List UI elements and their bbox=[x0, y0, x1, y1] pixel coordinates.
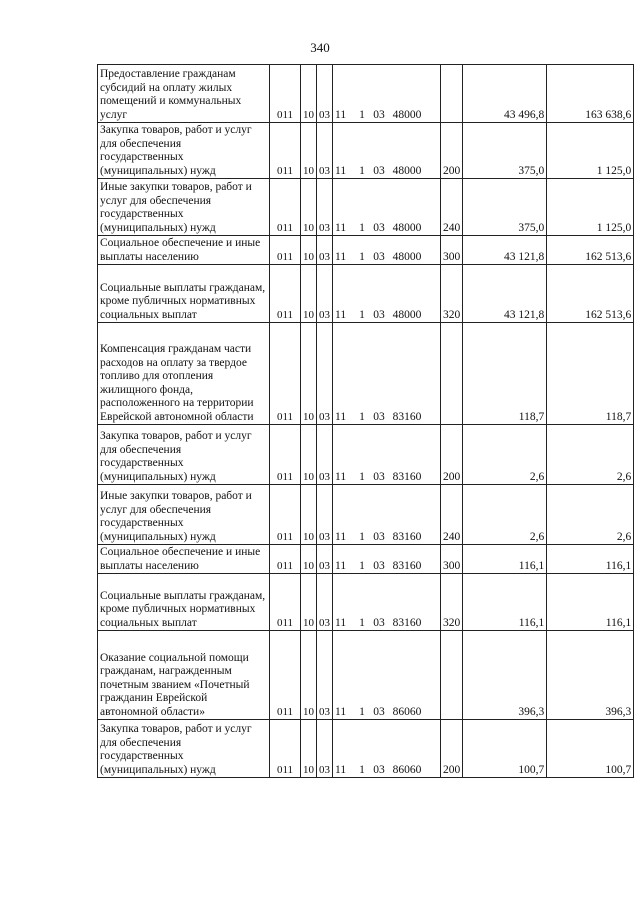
value-year-2: 1 125,0 bbox=[547, 179, 634, 236]
vr-code: 240 bbox=[441, 179, 463, 236]
csr-part: 03 bbox=[373, 530, 385, 543]
row-name: Компенсация гражданам части расходов на оплату за твердое топливо для отопления жилищного фонда, расположенного на территории Еврейской автономной области bbox=[98, 323, 270, 425]
rz-code: 10 bbox=[301, 236, 317, 265]
csr-code bbox=[333, 720, 441, 778]
csr-part: 03 bbox=[373, 108, 385, 121]
table-row bbox=[98, 236, 634, 265]
pr-code: 03 bbox=[317, 179, 333, 236]
rz-code: 10 bbox=[301, 65, 317, 123]
gr-code: 011 bbox=[270, 485, 301, 545]
value-year-2: 163 638,6 bbox=[547, 65, 634, 123]
csr-part: 03 bbox=[373, 221, 385, 234]
value-year-2: 116,1 bbox=[547, 574, 634, 631]
rz-code: 10 bbox=[301, 123, 317, 179]
value-year-1: 116,1 bbox=[463, 545, 547, 574]
table-row bbox=[98, 720, 634, 778]
csr-part: 48000 bbox=[392, 164, 422, 177]
pr-code: 03 bbox=[317, 65, 333, 123]
rz-code: 10 bbox=[301, 179, 317, 236]
table-row bbox=[98, 323, 634, 425]
csr-code bbox=[333, 631, 441, 720]
gr-code: 011 bbox=[270, 123, 301, 179]
csr-part: 03 bbox=[373, 250, 385, 263]
table-row bbox=[98, 631, 634, 720]
csr-part: 48000 bbox=[392, 221, 422, 234]
gr-code: 011 bbox=[270, 425, 301, 485]
gr-code: 011 bbox=[270, 179, 301, 236]
value-year-1: 2,6 bbox=[463, 425, 547, 485]
csr-part: 11 bbox=[335, 530, 347, 543]
gr-code: 011 bbox=[270, 574, 301, 631]
pr-code: 03 bbox=[317, 545, 333, 574]
csr-part: 11 bbox=[335, 616, 347, 629]
csr-part: 1 bbox=[359, 410, 365, 423]
csr-part: 1 bbox=[359, 221, 365, 234]
csr-code bbox=[333, 265, 441, 323]
value-year-2: 1 125,0 bbox=[547, 123, 634, 179]
value-year-1: 43 121,8 bbox=[463, 265, 547, 323]
value-year-1: 43 496,8 bbox=[463, 65, 547, 123]
vr-code: 300 bbox=[441, 236, 463, 265]
value-year-2: 116,1 bbox=[547, 545, 634, 574]
csr-part: 11 bbox=[335, 250, 347, 263]
csr-code bbox=[333, 123, 441, 179]
value-year-2: 162 513,6 bbox=[547, 265, 634, 323]
csr-part: 1 bbox=[359, 616, 365, 629]
csr-part: 1 bbox=[359, 559, 365, 572]
vr-code: 240 bbox=[441, 485, 463, 545]
pr-code: 03 bbox=[317, 425, 333, 485]
value-year-1: 100,7 bbox=[463, 720, 547, 778]
csr-part: 48000 bbox=[392, 308, 422, 321]
csr-part: 48000 bbox=[392, 250, 422, 263]
table-row bbox=[98, 574, 634, 631]
vr-code: 200 bbox=[441, 123, 463, 179]
value-year-1: 2,6 bbox=[463, 485, 547, 545]
value-year-2: 396,3 bbox=[547, 631, 634, 720]
csr-part: 03 bbox=[373, 308, 385, 321]
rz-code: 10 bbox=[301, 425, 317, 485]
csr-part: 11 bbox=[335, 410, 347, 423]
row-name: Иные закупки товаров, работ и услуг для обеспечения государственных (муниципальных) нужд bbox=[98, 485, 270, 545]
gr-code: 011 bbox=[270, 631, 301, 720]
row-name: Предоставление гражданам субсидий на оплату жилых помещений и коммунальных услуг bbox=[98, 65, 270, 123]
table-row bbox=[98, 545, 634, 574]
vr-code bbox=[441, 631, 463, 720]
table-row bbox=[98, 179, 634, 236]
csr-part: 83160 bbox=[392, 470, 422, 483]
pr-code: 03 bbox=[317, 574, 333, 631]
vr-code: 200 bbox=[441, 425, 463, 485]
csr-part: 11 bbox=[335, 559, 347, 572]
csr-part: 1 bbox=[359, 705, 365, 718]
csr-part: 03 bbox=[373, 763, 385, 776]
csr-part: 11 bbox=[335, 164, 347, 177]
csr-code bbox=[333, 236, 441, 265]
value-year-2: 162 513,6 bbox=[547, 236, 634, 265]
csr-part: 03 bbox=[373, 616, 385, 629]
csr-part: 03 bbox=[373, 705, 385, 718]
row-name: Закупка товаров, работ и услуг для обеспечения государственных (муниципальных) нужд bbox=[98, 720, 270, 778]
vr-code: 300 bbox=[441, 545, 463, 574]
row-name: Социальное обеспечение и иные выплаты населению bbox=[98, 236, 270, 265]
value-year-1: 118,7 bbox=[463, 323, 547, 425]
value-year-1: 43 121,8 bbox=[463, 236, 547, 265]
csr-code bbox=[333, 179, 441, 236]
gr-code: 011 bbox=[270, 65, 301, 123]
table-row bbox=[98, 65, 634, 123]
gr-code: 011 bbox=[270, 265, 301, 323]
value-year-2: 118,7 bbox=[547, 323, 634, 425]
gr-code: 011 bbox=[270, 720, 301, 778]
row-name: Социальные выплаты гражданам, кроме публичных нормативных социальных выплат bbox=[98, 265, 270, 323]
csr-part: 03 bbox=[373, 410, 385, 423]
pr-code: 03 bbox=[317, 265, 333, 323]
rz-code: 10 bbox=[301, 323, 317, 425]
value-year-1: 375,0 bbox=[463, 179, 547, 236]
rz-code: 10 bbox=[301, 720, 317, 778]
gr-code: 011 bbox=[270, 545, 301, 574]
pr-code: 03 bbox=[317, 485, 333, 545]
csr-code bbox=[333, 574, 441, 631]
rz-code: 10 bbox=[301, 631, 317, 720]
csr-part: 1 bbox=[359, 470, 365, 483]
csr-part: 48000 bbox=[392, 108, 422, 121]
csr-part: 11 bbox=[335, 308, 347, 321]
value-year-2: 100,7 bbox=[547, 720, 634, 778]
table-row bbox=[98, 485, 634, 545]
csr-part: 83160 bbox=[392, 616, 422, 629]
csr-part: 11 bbox=[335, 470, 347, 483]
value-year-2: 2,6 bbox=[547, 485, 634, 545]
csr-part: 1 bbox=[359, 250, 365, 263]
rz-code: 10 bbox=[301, 545, 317, 574]
csr-part: 83160 bbox=[392, 559, 422, 572]
rz-code: 10 bbox=[301, 574, 317, 631]
csr-part: 1 bbox=[359, 530, 365, 543]
csr-code bbox=[333, 485, 441, 545]
csr-part: 03 bbox=[373, 470, 385, 483]
csr-part: 11 bbox=[335, 221, 347, 234]
pr-code: 03 bbox=[317, 631, 333, 720]
csr-part: 86060 bbox=[392, 705, 422, 718]
csr-part: 11 bbox=[335, 108, 347, 121]
row-name: Оказание социальной помощи гражданам, награжденным почетным званием «Почетный гражданин Еврейской автономной области» bbox=[98, 631, 270, 720]
pr-code: 03 bbox=[317, 236, 333, 265]
row-name: Социальные выплаты гражданам, кроме публичных нормативных социальных выплат bbox=[98, 574, 270, 631]
gr-code: 011 bbox=[270, 323, 301, 425]
vr-code: 200 bbox=[441, 720, 463, 778]
row-name: Закупка товаров, работ и услуг для обеспечения государственных (муниципальных) нужд bbox=[98, 123, 270, 179]
value-year-1: 116,1 bbox=[463, 574, 547, 631]
csr-code bbox=[333, 65, 441, 123]
pr-code: 03 bbox=[317, 720, 333, 778]
pr-code: 03 bbox=[317, 323, 333, 425]
csr-part: 86060 bbox=[392, 763, 422, 776]
csr-code bbox=[333, 545, 441, 574]
csr-part: 1 bbox=[359, 308, 365, 321]
row-name: Закупка товаров, работ и услуг для обеспечения государственных (муниципальных) нужд bbox=[98, 425, 270, 485]
table-row bbox=[98, 265, 634, 323]
vr-code: 320 bbox=[441, 265, 463, 323]
csr-part: 83160 bbox=[392, 530, 422, 543]
csr-part: 11 bbox=[335, 763, 347, 776]
row-name: Социальное обеспечение и иные выплаты населению bbox=[98, 545, 270, 574]
value-year-2: 2,6 bbox=[547, 425, 634, 485]
vr-code bbox=[441, 323, 463, 425]
csr-part: 1 bbox=[359, 763, 365, 776]
csr-code bbox=[333, 425, 441, 485]
row-name: Иные закупки товаров, работ и услуг для обеспечения государственных (муниципальных) нужд bbox=[98, 179, 270, 236]
page-number: 340 bbox=[310, 40, 330, 55]
table-row bbox=[98, 123, 634, 179]
vr-code bbox=[441, 65, 463, 123]
value-year-1: 396,3 bbox=[463, 631, 547, 720]
csr-part: 1 bbox=[359, 164, 365, 177]
csr-code bbox=[333, 323, 441, 425]
csr-part: 03 bbox=[373, 559, 385, 572]
table-row bbox=[98, 425, 634, 485]
rz-code: 10 bbox=[301, 485, 317, 545]
value-year-1: 375,0 bbox=[463, 123, 547, 179]
csr-part: 03 bbox=[373, 164, 385, 177]
vr-code: 320 bbox=[441, 574, 463, 631]
csr-part: 1 bbox=[359, 108, 365, 121]
budget-table bbox=[97, 64, 634, 778]
csr-part: 11 bbox=[335, 705, 347, 718]
rz-code: 10 bbox=[301, 265, 317, 323]
csr-part: 83160 bbox=[392, 410, 422, 423]
gr-code: 011 bbox=[270, 236, 301, 265]
pr-code: 03 bbox=[317, 123, 333, 179]
